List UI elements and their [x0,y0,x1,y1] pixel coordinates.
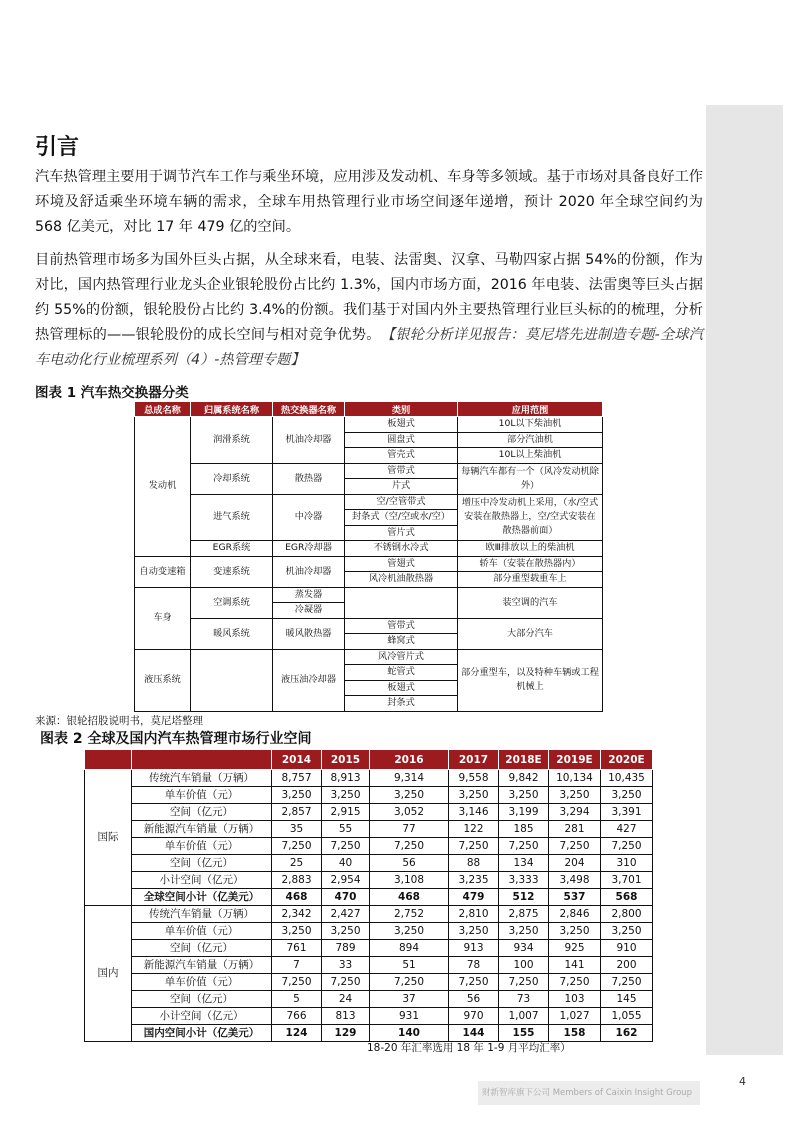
group-cell: 自动变速箱 [135,556,191,587]
value-cell: 7,250 [322,974,370,991]
table-row [85,991,653,1008]
value-cell: 3,108 [370,872,449,889]
value-cell: 10,134 [549,770,601,787]
year-header: 2014 [272,750,322,770]
value-cell: 470 [322,889,370,906]
value-cell: 7,250 [601,974,653,991]
page-number: 4 [739,1075,746,1088]
year-header: 2019E [549,750,601,770]
row-label: 新能源汽车销量（万辆） [132,821,272,838]
value-cell: 1,055 [601,1008,653,1025]
value-cell: 3,250 [370,923,449,940]
value-cell: 7,250 [549,838,601,855]
value-cell: 2,915 [322,804,370,821]
system-cell: 空调系统 [191,587,273,618]
row-label: 单车价值（元） [132,787,272,804]
value-cell: 33 [322,957,370,974]
system-cell: 润滑系统 [191,417,273,464]
value-cell: 162 [601,1025,653,1042]
row-label: 空间（亿元） [132,855,272,872]
table-row [135,463,603,479]
value-cell: 8,757 [272,770,322,787]
region-cell: 国际 [85,770,132,906]
report-reference: 【银轮分析详见报告：莫尼塔先进制造专题-全球汽车电动化行业梳理系列（4）-热管理专题】 [35,327,703,368]
range-cell: 部分重型车，以及特种车辆或工程机械上 [458,649,603,711]
group-cell: 车身 [135,587,191,649]
value-cell: 144 [449,1025,499,1042]
category-cell: 空/空管带式 [345,494,458,510]
value-cell: 3,250 [499,923,549,940]
footer-text: 财新智库旗下公司 Members of Caixin Insight Group [482,1088,693,1098]
value-cell: 3,333 [499,872,549,889]
table-row [85,923,653,940]
table-row [85,1008,653,1025]
value-cell: 789 [322,940,370,957]
value-cell: 761 [272,940,322,957]
value-cell: 37 [370,991,449,1008]
value-cell: 931 [370,1008,449,1025]
page-heading: 引言 [35,135,80,160]
value-cell: 3,250 [499,787,549,804]
system-cell: EGR系统 [191,541,273,557]
category-cell: 板翅式 [345,680,458,696]
category-cell [345,587,458,618]
value-cell: 3,052 [370,804,449,821]
figure-1-source: 来源：银轮招股说明书，莫尼塔整理 [35,715,203,727]
value-cell: 9,314 [370,770,449,787]
value-cell: 73 [499,991,549,1008]
exchanger-cell: EGR冷却器 [273,541,345,557]
value-cell: 9,558 [449,770,499,787]
intro-paragraph-1: 汽车热管理主要用于调节汽车工作与乘坐环境，应用涉及发动机、车身等多领域。基于市场对具备良好工作环境及舒适乘坐环境车辆的需求，全球车用热管理行业市场空间逐年递增，预计 2020 年全球空间约为 568 亿美元，对比 17 年 479 亿的空间。 [35,169,703,235]
value-cell: 7,250 [449,838,499,855]
row-label: 全球空间小计（亿美元） [132,889,272,906]
row-label: 国内空间小计（亿美元） [132,1025,272,1042]
table-row [85,838,653,855]
category-cell: 管带式 [345,463,458,479]
category-cell: 风冷管片式 [345,649,458,665]
table-row [135,417,603,433]
value-cell: 3,250 [322,923,370,940]
value-cell: 103 [549,991,601,1008]
value-cell: 122 [449,821,499,838]
value-cell: 25 [272,855,322,872]
table-row [135,649,603,665]
value-cell: 145 [601,991,653,1008]
group-cell: 液压系统 [135,649,191,711]
value-cell: 3,294 [549,804,601,821]
value-cell: 141 [549,957,601,974]
row-label: 空间（亿元） [132,940,272,957]
value-cell: 2,857 [272,804,322,821]
value-cell: 913 [449,940,499,957]
value-cell: 158 [549,1025,601,1042]
value-cell: 155 [499,1025,549,1042]
table-row [85,906,653,923]
value-cell: 78 [449,957,499,974]
value-cell: 479 [449,889,499,906]
value-cell: 3,250 [549,787,601,804]
row-label: 空间（亿元） [132,991,272,1008]
value-cell: 2,954 [322,872,370,889]
value-cell: 8,913 [322,770,370,787]
value-cell: 1,027 [549,1008,601,1025]
table-row [135,494,603,510]
value-cell: 3,235 [449,872,499,889]
table-row [135,618,603,634]
exchange-rate-note: 18-20 年汇率选用 18 年 1-9 月平均汇率） [367,1042,571,1054]
value-cell: 2,846 [549,906,601,923]
exchanger-cell: 冷凝器 [273,603,345,619]
table-row [85,1025,653,1042]
range-cell: 大部分汽车 [458,618,603,649]
value-cell: 813 [322,1008,370,1025]
value-cell: 468 [370,889,449,906]
table-row [85,855,653,872]
value-cell: 129 [322,1025,370,1042]
value-cell: 7,250 [272,838,322,855]
value-cell: 2,883 [272,872,322,889]
category-cell: 板翅式 [345,417,458,433]
value-cell: 3,250 [601,923,653,940]
category-cell: 管翅式 [345,556,458,572]
value-cell: 56 [370,855,449,872]
value-cell: 7,250 [601,838,653,855]
value-cell: 185 [499,821,549,838]
value-cell: 2,427 [322,906,370,923]
year-header-row [85,750,653,770]
right-sidebar-band [706,105,783,1055]
range-cell: 轿车（安装在散热器内） [458,556,603,572]
value-cell: 7,250 [370,838,449,855]
value-cell: 200 [601,957,653,974]
value-cell: 2,752 [370,906,449,923]
value-cell: 3,250 [272,923,322,940]
value-cell: 140 [370,1025,449,1042]
row-label: 单车价值（元） [132,838,272,855]
footer-bar [478,1081,700,1105]
value-cell: 3,250 [370,787,449,804]
system-cell: 变速系统 [191,556,273,587]
exchanger-cell: 液压油冷却器 [273,649,345,711]
category-cell: 封条式 [345,696,458,712]
value-cell: 2,800 [601,906,653,923]
row-label: 小计空间（亿元） [132,872,272,889]
value-cell: 134 [499,855,549,872]
value-cell: 100 [499,957,549,974]
category-cell: 蜂窝式 [345,634,458,650]
table-row [135,541,603,557]
system-cell: 进气系统 [191,494,273,541]
category-cell: 片式 [345,479,458,495]
table-row [85,889,653,906]
value-cell: 3,250 [449,923,499,940]
value-cell: 56 [449,991,499,1008]
value-cell: 10,435 [601,770,653,787]
table-row [85,974,653,991]
table-header-row [135,402,603,417]
row-label: 单车价值（元） [132,923,272,940]
value-cell: 7,250 [449,974,499,991]
value-cell: 1,007 [499,1008,549,1025]
year-header: 2015 [322,750,370,770]
exchanger-cell: 散热器 [273,463,345,494]
value-cell: 3,498 [549,872,601,889]
range-cell: 10L以下柴油机 [458,417,603,433]
value-cell: 3,250 [549,923,601,940]
table-row [85,804,653,821]
value-cell: 7,250 [272,974,322,991]
row-label: 小计空间（亿元） [132,1008,272,1025]
value-cell: 7,250 [370,974,449,991]
value-cell: 7,250 [549,974,601,991]
value-cell: 7,250 [322,838,370,855]
exchanger-cell: 机油冷却器 [273,417,345,464]
category-cell: 风冷机油散热器 [345,572,458,588]
value-cell: 9,842 [499,770,549,787]
table-row [85,770,653,787]
exchanger-cell: 中冷器 [273,494,345,541]
range-cell: 每辆汽车都有一个（风冷发动机除外） [458,463,603,494]
value-cell: 310 [601,855,653,872]
header-blank [132,750,272,770]
value-cell: 512 [499,889,549,906]
value-cell: 7 [272,957,322,974]
value-cell: 5 [272,991,322,1008]
exchanger-cell: 蒸发器 [273,587,345,603]
year-header: 2018E [499,750,549,770]
range-cell: 欧Ⅲ排放以上的柴油机 [458,541,603,557]
figure-2-title: 图表 2 全球及国内汽车热管理市场行业空间 [40,731,312,747]
value-cell: 3,701 [601,872,653,889]
system-cell: 冷却系统 [191,463,273,494]
value-cell: 24 [322,991,370,1008]
range-cell: 部分重型载重车上 [458,572,603,588]
col-header: 总成名称 [135,402,191,417]
value-cell: 970 [449,1008,499,1025]
table-row [85,787,653,804]
value-cell: 468 [272,889,322,906]
system-cell: 暖风系统 [191,618,273,649]
value-cell: 124 [272,1025,322,1042]
value-cell: 7,250 [499,974,549,991]
value-cell: 77 [370,821,449,838]
value-cell: 35 [272,821,322,838]
intro-paragraph-2 [35,248,703,373]
value-cell: 3,250 [322,787,370,804]
col-header: 应用范围 [458,402,603,417]
value-cell: 910 [601,940,653,957]
value-cell: 3,250 [601,787,653,804]
year-header: 2016 [370,750,449,770]
value-cell: 925 [549,940,601,957]
range-cell: 部分汽油机 [458,432,603,448]
year-header: 2020E [601,750,653,770]
value-cell: 3,250 [272,787,322,804]
value-cell: 427 [601,821,653,838]
range-cell: 装空调的汽车 [458,587,603,618]
col-header: 归属系统名称 [191,402,273,417]
value-cell: 2,342 [272,906,322,923]
value-cell: 3,146 [449,804,499,821]
row-label: 空间（亿元） [132,804,272,821]
value-cell: 3,250 [449,787,499,804]
market-space-table [84,749,653,1042]
category-cell: 管片式 [345,525,458,541]
value-cell: 766 [272,1008,322,1025]
value-cell: 204 [549,855,601,872]
table-row [85,940,653,957]
category-cell: 圆盘式 [345,432,458,448]
value-cell: 2,810 [449,906,499,923]
category-cell: 管带式 [345,618,458,634]
value-cell: 51 [370,957,449,974]
system-cell [191,649,273,711]
region-cell: 国内 [85,906,132,1042]
category-cell: 不锈钢水冷式 [345,541,458,557]
value-cell: 537 [549,889,601,906]
value-cell: 568 [601,889,653,906]
range-cell: 增压中冷发动机上采用，（水/空式安装在散热器上，空/空式安装在散热器前面） [458,494,603,541]
value-cell: 934 [499,940,549,957]
category-cell: 管壳式 [345,448,458,464]
table-row [85,872,653,889]
figure-1-title: 图表 1 汽车热交换器分类 [35,385,189,401]
value-cell: 88 [449,855,499,872]
col-header: 热交换器名称 [273,402,345,417]
paragraph-2-text: 目前热管理市场多为国外巨头占据，从全球来看，电装、法雷奥、汉拿、马勒四家占据 54%的份额，作为对比，国内热管理行业龙头企业银轮股份占比约 1.3%，国内市场方面，2016 年电装、法雷奥等巨头占据约 55%的份额，银轮股份占比约 3.4%的份额。我们基于对国内外主要热管理行业巨头标的的梳理，分析热管理标的——银轮股份的成长空间与相对竞争优势。 [35,252,703,343]
row-label: 传统汽车销量（万辆） [132,906,272,923]
table-row [135,587,603,603]
col-header: 类别 [345,402,458,417]
row-label: 传统汽车销量（万辆） [132,770,272,787]
table-row [135,556,603,572]
value-cell: 3,391 [601,804,653,821]
table-row [85,821,653,838]
range-cell: 10L以上柴油机 [458,448,603,464]
table-row [85,957,653,974]
row-label: 新能源汽车销量（万辆） [132,957,272,974]
value-cell: 40 [322,855,370,872]
year-header: 2017 [449,750,499,770]
category-cell: 蛇管式 [345,665,458,681]
row-label: 单车价值（元） [132,974,272,991]
value-cell: 7,250 [499,838,549,855]
value-cell: 281 [549,821,601,838]
value-cell: 894 [370,940,449,957]
group-cell: 发动机 [135,417,191,557]
header-blank [85,750,132,770]
value-cell: 3,199 [499,804,549,821]
exchanger-cell: 暖风散热器 [273,618,345,649]
value-cell: 55 [322,821,370,838]
exchanger-cell: 机油冷却器 [273,556,345,587]
heat-exchanger-table [134,401,603,712]
value-cell: 2,875 [499,906,549,923]
category-cell: 封条式（空/空或水/空） [345,510,458,526]
